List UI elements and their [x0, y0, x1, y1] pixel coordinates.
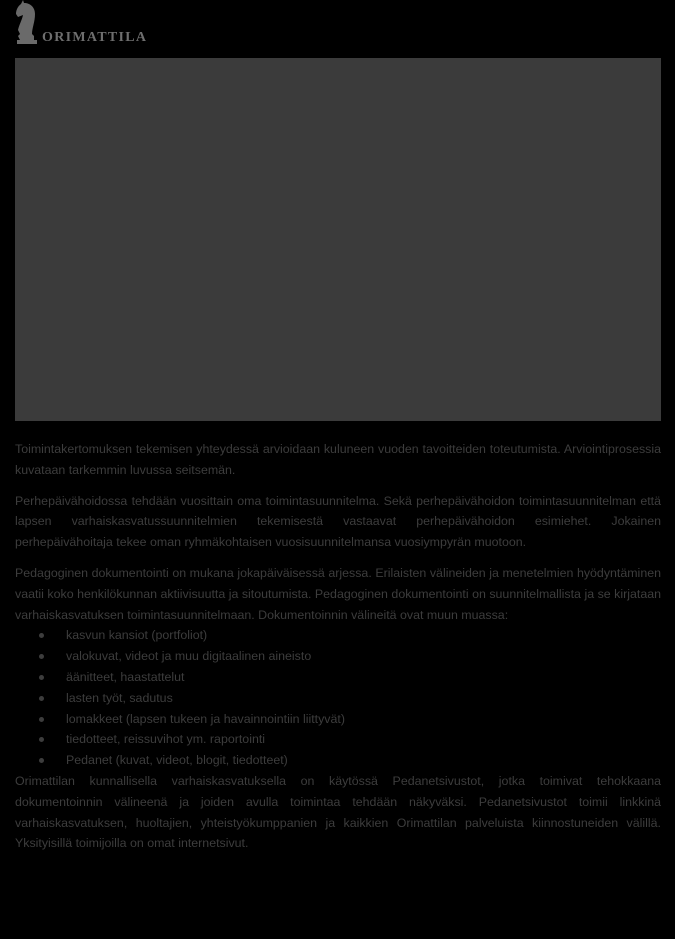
- photo-placeholder: [15, 58, 661, 421]
- paragraph-family-daycare: Perhepäivähoidossa tehdään vuosittain oma toimintasuunnitelma. Sekä perhepäivähoidon toimintasuunnitelman että lapsen varhaiskasvatussuunnitelmien tekemisestä vastaavat perhepäivähoidon esimiehet. Jokainen perhepäivähoitaja tekee oman ryhmäkohtaisen vuosisuunnitelmansa vuosiympyrän muotoon.: [15, 493, 661, 550]
- paragraph-pedanet: Orimattilan kunnallisella varhaiskasvatuksella on käytössä Pedanetsivustot, jotka toimivat tehokkaana dokumentoinnin välineenä ja joiden avulla toimintaa tehdään näkyväksi. Pedanetsivustot toimii linkkinä varhaiskasvatuksen, huoltajien, yhteistyökumppanien ja kaikkien Orimattilan palveluista kiinnostuneiden välillä. Yksityisillä toimijoilla on omat internetsivut.: [15, 773, 661, 851]
- bullet-icon: [39, 717, 44, 722]
- list-item: lasten työt, sadutus: [39, 688, 661, 709]
- document-body: [15, 439, 661, 854]
- chess-knight-icon: [14, 0, 40, 44]
- bullet-icon: [39, 675, 44, 680]
- list-item: äänitteet, haastattelut: [39, 667, 661, 688]
- bullet-icon: [39, 758, 44, 763]
- logo-text: ORIMATTILA: [42, 30, 148, 45]
- list-item: valokuvat, videot ja muu digitaalinen aineisto: [39, 646, 661, 667]
- list-item: lomakkeet (lapsen tukeen ja havainnointiin liittyvät): [39, 709, 661, 730]
- paragraph-pedagogical-documentation: Pedagoginen dokumentointi on mukana jokapäiväisessä arjessa. Erilaisten välineiden ja menetelmien hyödyntäminen vaatii koko henkilökunnan aktiivisuutta ja sitoutumista. Pedagoginen dokumentointi on suunnitelmallista ja se kirjataan varhaiskasvatuksen toimintasuunnitelmaan. Dokumentoinnin välineitä ovat muun muassa:: [15, 565, 661, 622]
- list-item: kasvun kansiot (portfoliot): [39, 625, 661, 646]
- bullet-icon: [39, 654, 44, 659]
- paragraph-evaluation: Toimintakertomuksen tekemisen yhteydessä arvioidaan kuluneen vuoden tavoitteiden toteutumista. Arviointiprosessia kuvataan tarkemmin luvussa seitsemän.: [15, 442, 661, 477]
- documentation-tools-list: [15, 625, 661, 771]
- bullet-icon: [39, 696, 44, 701]
- bullet-icon: [39, 737, 44, 742]
- list-item: tiedotteet, reissuvihot ym. raportointi: [39, 729, 661, 750]
- header: [14, 0, 314, 48]
- bullet-icon: [39, 633, 44, 638]
- list-item: Pedanet (kuvat, videot, blogit, tiedotteet): [39, 750, 661, 771]
